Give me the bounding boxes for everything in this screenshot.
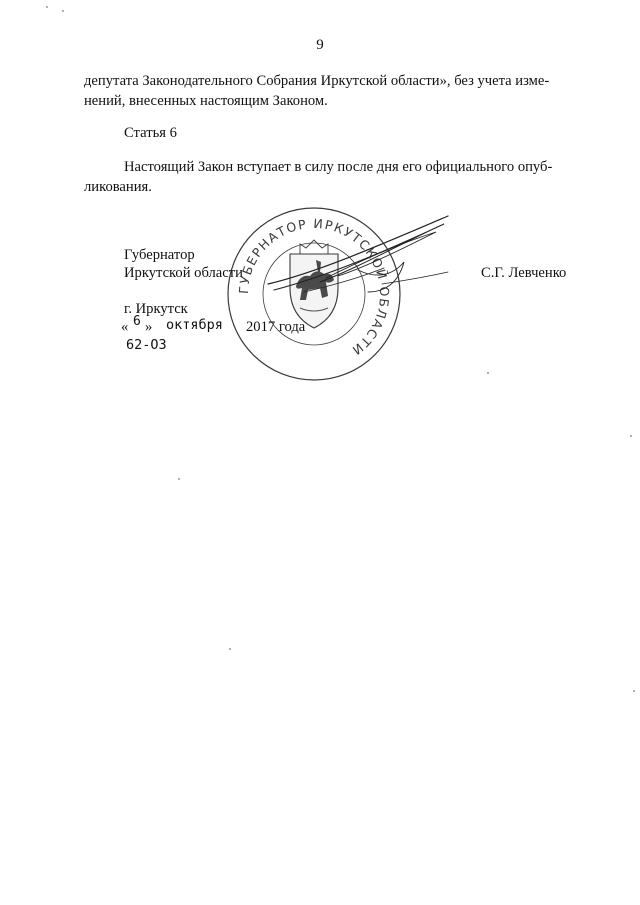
date-month: октября xyxy=(166,317,223,333)
scan-speck xyxy=(178,478,180,480)
scan-speck xyxy=(62,10,64,12)
article-text-line: Настоящий Закон вступает в силу после дня его официального опуб- xyxy=(124,159,553,175)
scan-speck xyxy=(630,435,632,437)
date-day: 6 xyxy=(133,314,141,329)
paragraph-line: депутата Законодательного Собрания Иркутской области», без учета изме- xyxy=(84,73,550,89)
scan-speck xyxy=(46,6,48,8)
scan-speck xyxy=(633,690,635,692)
place-city: г. Иркутск xyxy=(124,301,188,317)
paragraph-line: нений, внесенных настоящим Законом. xyxy=(84,93,328,109)
official-seal-stamp xyxy=(208,188,458,368)
seal-text: ГУБЕРНАТОР ИРКУТСКОЙ ОБЛАСТИ xyxy=(235,215,393,359)
signatory-name: С.Г. Левченко xyxy=(481,265,567,281)
law-number: 62-ОЗ xyxy=(126,337,167,353)
date-quote-close: » xyxy=(145,319,153,335)
article-title: Статья 6 xyxy=(124,125,177,141)
article-text-line: ликования. xyxy=(84,179,152,195)
date-quote-open: « xyxy=(121,319,129,335)
scan-speck xyxy=(487,372,489,374)
page-number: 9 xyxy=(316,37,324,53)
scan-speck xyxy=(229,648,231,650)
date-year: 2017 года xyxy=(246,319,306,335)
signature-position: Иркутской области xyxy=(124,265,243,281)
signature-position: Губернатор xyxy=(124,247,195,263)
